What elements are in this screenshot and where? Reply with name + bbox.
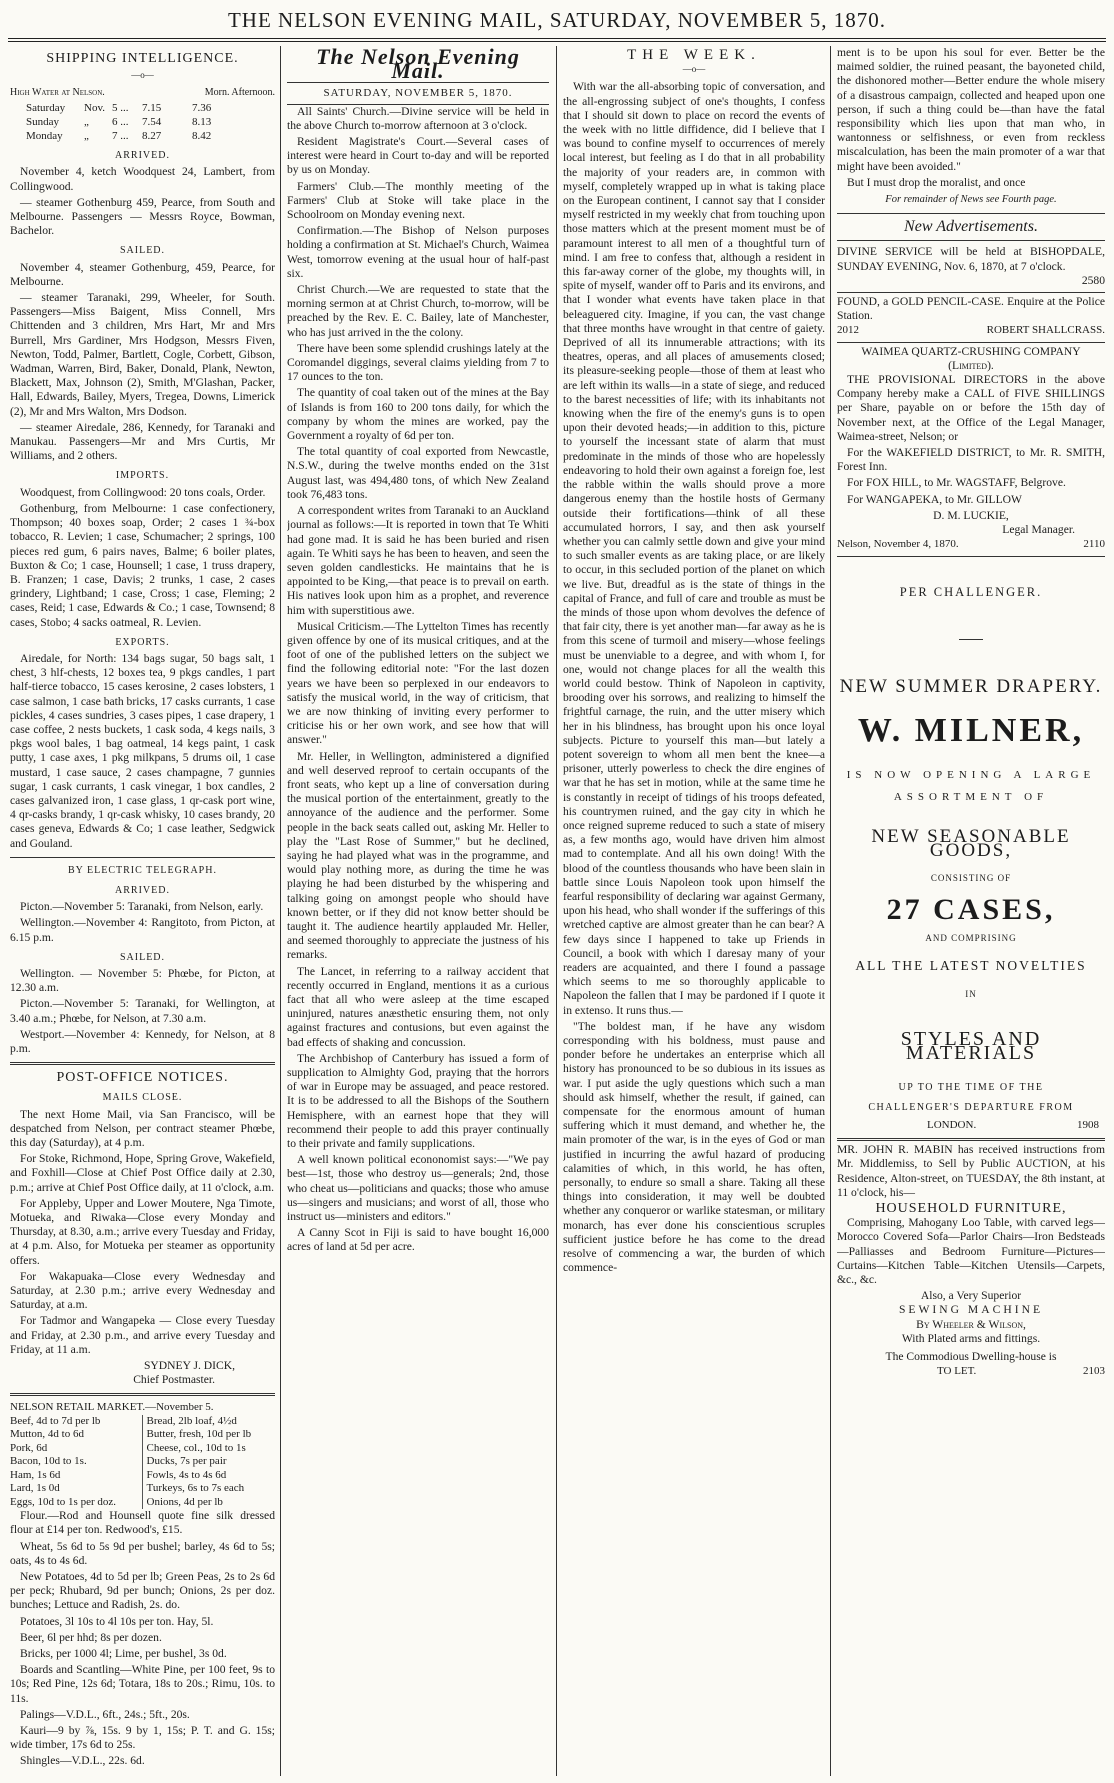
- ad-line: For WANGAPEKA, to Mr. GILLOW: [847, 492, 1022, 506]
- mabin-furniture: HOUSEHOLD FURNITURE,: [875, 1200, 1067, 1216]
- imports-item: Woodquest, from Collingwood: 20 tons coals, Order.: [20, 485, 266, 499]
- telegraph-sailed-heading: SAILED.: [119, 951, 166, 963]
- new-advertisements-heading: New Advertisements.: [904, 218, 1038, 236]
- tide-morning: 8.27: [142, 130, 162, 143]
- tide-date: 5 ...: [112, 101, 129, 114]
- telegraph-item: Westport.—November 4: Kennedy, for Nelson, at 8 p.m.: [10, 1027, 275, 1055]
- news-paragraph: The quantity of coal taken out of the mines at the Bay of Islands is from 160 to 200 tons daily, for which the company by whom the mines are worked, pay the Government a royalty of 6d per ton.: [287, 386, 549, 443]
- market-cell: Beef, 4d to 7d per lb: [10, 1415, 143, 1429]
- arrived-heading: ARRIVED.: [115, 150, 170, 162]
- post-item: For Wakapuaka—Close every Wednesday and Saturday, at 2.30 p.m.; arrive every Wednesday and Saturday, at a.m.: [10, 1269, 275, 1312]
- post-item: For Appleby, Upper and Lower Moutere, Nga Timote, Motueka, and Riwaka—Close every Monday and Thursday, at 8.30, a.m.; arrive every Tuesday and Friday, at 4 p.m. Also, for Motueka per steamer as opportunity offers.: [10, 1196, 275, 1267]
- market-text: Palings—V.D.L., 6ft., 24s.; 5ft., 20s.: [20, 1707, 190, 1721]
- post-item: For Tadmor and Wangapeka — Close every Tuesday and Friday, at 2.30 p.m., and arrive every Tuesday and Friday, at 11 a.m.: [10, 1314, 275, 1356]
- tide-day: Sunday: [26, 115, 59, 128]
- sailed-item: November 4, steamer Gothenburg, 459, Pearce, for Melbourne.: [10, 260, 275, 288]
- telegraph-item: Picton.—November 5: Taranaki, for Wellington, at 3.40 a.m.; Phœbe, for Nelson, at 7.30 a.m.: [10, 997, 275, 1025]
- news-paragraph: The total quantity of coal exported from Newcastle, N.S.W., during the twelve months ended on the 31st August last, was 494,480 tons, of which New Zealand took 76,483 tons.: [287, 445, 549, 501]
- ad-heading: WAIMEA QUARTZ-CRUSHING COMPANY: [861, 344, 1081, 358]
- column-divider-2: [556, 46, 557, 1776]
- ad-number: 2103: [1083, 1365, 1105, 1378]
- ad-signature-title: Legal Manager.: [1002, 523, 1075, 537]
- market-price-grid: [10, 1415, 275, 1510]
- ad-signature: D. M. LUCKIE,: [933, 508, 1009, 522]
- dateline: SATURDAY, NOVEMBER 5, 1870.: [287, 82, 549, 104]
- shipping-heading: SHIPPING INTELLIGENCE.: [46, 51, 239, 66]
- postmaster-name: SYDNEY J. DICK,: [143, 1359, 235, 1373]
- postmaster-title: Chief Postmaster.: [133, 1373, 215, 1387]
- tide-label: High Water at Nelson.: [10, 87, 105, 99]
- milner-dash: [959, 639, 983, 640]
- ad-signature-line: [837, 323, 1105, 337]
- tide-afternoon: 7.36: [192, 101, 212, 114]
- milner-consisting: CONSISTING OF: [930, 872, 1012, 883]
- tide-day: Saturday: [26, 101, 66, 114]
- telegraph-item: Wellington. — November 5: Phœbe, for Picton, at 12.30 a.m.: [10, 966, 275, 995]
- tide-morning: 7.15: [142, 101, 162, 114]
- exports-item: Airedale, for North: 134 bags sugar, 50 bags salt, 1 chest, 3 hlf-chests, 12 boxes tea, 9 pkgs candles, 1 part half-tierce tobacco, 15 cases kerosine, 2 cases lobsters, 1 case salmon, 1 case bath bricks, 17 casks currants, 1 case pickles, 4 cases sundries, 3 cases pipes, 1 case drapery, 1 case coffee, 2 nests buckets, 1 cask soda, 4 kegs nails, 3 pkgs wool bales, 1 bag oatmeal, 14 kegs paint, 1 cask putty, 1 case axes, 1 pkg milkpans, 5 drums oil, 1 case mustard, 1 case sauce, 2 cases champagne, 7 gunnies sugar, 1 cask currants, 1 cask vinegar, 1 box candles, 2 cases galvanized iron, 1 case glass, 1 qr-cask port wine, 4 qr-casks brandy, 1 qr-cask whisky, 10 cases brandy, 20 cases geneva, Edwards & Co; 1 case leather, Sedgwick and Gouland.: [10, 651, 275, 850]
- sailed-item: — steamer Airedale, 286, Kennedy, for Taranaki and Manukau. Passengers—Mr and Mrs Curtis, Mr Williams, and 2 others.: [10, 420, 275, 463]
- milner-cases: 27 CASES,: [886, 892, 1056, 926]
- imports-item: Gothenburg, from Melbourne: 1 case confectionery, Thompson; 40 boxes soap, Order; 2 cases 1 ¾-box tobacco, R. Levien; 1 case, Schumacher; 2 springs, 100 pieces red gum, 6 pairs naves, Balme; 6 boiler plates, Buxton & Co; 1 case, Hounsell; 1 case, 1 truss drapery, B. Franzen; 1 case, Davis; 2 trunks, 1 case, 2 cases grindery, Lightband; 1 case, Cross; 1 case, Fleming; 2 cases, Reid; 1 case, Edwards & Co.; 1 case, Townsend; 8 cases, Stobo; 4 sacks oatmeal, R. Levien.: [10, 501, 275, 629]
- market-cell: Bacon, 10d to 1s.: [10, 1455, 143, 1469]
- masthead-rule-2: [8, 41, 1106, 42]
- milner-departure: CHALLENGER'S DEPARTURE FROM: [868, 1101, 1074, 1113]
- market-cell: Ham, 1s 6d: [10, 1469, 143, 1483]
- milner-novelties: ALL THE LATEST NOVELTIES: [855, 958, 1087, 974]
- ad-number: 2110: [1083, 538, 1105, 551]
- milner-name: W. MILNER,: [857, 711, 1085, 749]
- ad-divine-service: [837, 243, 1105, 293]
- milner-opening: IS NOW OPENING A LARGE: [846, 769, 1096, 782]
- ad-text: DIVINE SERVICE will be held at BISHOPDALE, SUNDAY EVENING, Nov. 6, 1870, at 7 o'clock.: [837, 245, 1105, 273]
- tide-columns: Morn. Afternoon.: [204, 87, 275, 99]
- masthead: THE NELSON EVENING MAIL, SATURDAY, NOVEMBER 5, 1870.: [227, 8, 887, 32]
- news-paragraph: The Archbishop of Canterbury has issued a form of supplication to Almighty God, praying that the horrors of war in Europe may be assuaged, and peace restored. It is to be addressed to all the Bishops of the Southern Hemisphere, with an earnest hope that they will recommend their people to add this prayer continually to their private and family supplications.: [287, 1051, 549, 1151]
- column-2: [287, 46, 549, 1776]
- mabin-fittings: With Plated arms and fittings.: [901, 1331, 1041, 1345]
- week-paragraph: With war the all-absorbing topic of conversation, and the all-engrossing subject of one's thoughts, I confess that I should sit down to place on record the events of the week with no little diffidence, did I believe that I was bound to confine myself to occurrences of merely local interest, but feeling as I do that in all probability the majority of your readers are, in common with myself, completely wrapped up in what is taking place on the European continent, I cannot say that I consider myself restricted in my weekly chat from touching upon those matters which at the present moment must be of paramount interest to all men of a thoughtful turn of mind. I am free to confess that, although a resident in this far-away corner of the globe, my thoughts will, in spite of myself, wander off to Paris and its environs, and that I wonder what events have taken place in that beleaguered city. Imagine, if you can, the vast change that three months have wrought in that centre of gaiety. Deprived of all its innumerable attractions; with its theatres, operas, and all places of amusements closed; its pleasure-seeking people—those of them at least who are left within its walls—in a state of siege, and reduced to the barest necessities of life; with its inhabitants not knowing when the fire of the enemy's guns is to open upon their devoted heads;—in addition to this, picture to yourself the incessant state of alarm that must predominate in the minds of those who are hopelessly endeavoring to hold their own against a foreign foe, lest the rabble within the walls should prove a more dangerous enemy than the hostile hosts of Germany outside their fortifications—think of all these accumulated horrors, I say, and then ask yourself whether you can calmly settle down and give your mind to such smaller events as are taking place, or are likely to occur, in this secluded portion of the planet on which we live. But, dreadful as is the state of things in the capital of France, and full of care and trouble as must be the minds of those upon whom devolves the defence of that fair city, there is yet another man—far away as he is from this scene of turmoil and misery—whose feelings must be unenviable to a degree, and with whom I, for one, would not change places for all the wealth this world could bestow. Think of Napoleon in captivity, brooding over his sorrows, and realizing to himself the frightful carnage, the ruin, and the utter misery which her in his blindness, has brought upon his once loyal subjects. Picture to yourself this man—but lately a potent sovereign to whom all men bent the knee—a prisoner, utterly powerless to check the dire engines of war that he has set in motion, while at the same time he is constantly in receipt of tidings of his troops defeated, his countrymen ruined, and the gay city in which he once reigned supreme reduced to such a state of misery as, a few months ago, would have driven him almost mad to contemplate. And all his own doing! With the blood of the countless thousands who have been slain in battle since Louis Napoleon took upon himself the fearful responsibility of declaring war against Germany, upon his head, who shall wonder if the sufferings of this wretched captive are almost greater than he can bear? A few days since I happened to take up Friends in Council, a book with which I daresay many of your readers are acquainted, and there I found a passage which seems to me so thoroughly applicable to Napoleon the fallen that I may be pardoned if I quote it in extenso. It runs thus.—: [563, 80, 825, 1017]
- remainder-note: For remainder of News see Fourth page.: [885, 194, 1057, 206]
- section-rule: [837, 213, 1105, 214]
- news-paragraph: A well known political econonomist says:—"We pay best—1st, those who destroy us—generals; 2nd, those who cheat us—politicians and quacks; those who amuse us—singers and musicians; and worst of all, those who instruct us—ministers and editors.": [287, 1153, 549, 1224]
- market-text: Shingles—V.D.L., 22s. 6d.: [20, 1754, 145, 1768]
- milner-styles: STYLES AND MATERIALS: [900, 1027, 1042, 1064]
- news-paragraph: Confirmation.—The Bishop of Nelson purposes holding a confirmation at St. Michael's Church, Waimea West, tomorrow evening at the usual hour of half-past six.: [287, 224, 549, 280]
- mabin-dwelling: The Commodious Dwelling-house is: [885, 1349, 1057, 1363]
- tide-month: „: [84, 130, 89, 143]
- milner-goods: NEW SEASONABLE GOODS,: [871, 826, 1071, 862]
- ad-number: 2012: [837, 324, 859, 337]
- market-text: Flour.—Rod and Hounsell quote fine silk dressed flour at £14 per ton. Redwood's, £15.: [10, 1509, 275, 1537]
- ad-line: For FOX HILL, to Mr. WAGSTAFF, Belgrove.: [847, 476, 1066, 490]
- mails-close-heading: MAILS CLOSE.: [102, 1092, 183, 1104]
- market-cell: Eggs, 10d to 1s per doz.: [10, 1496, 143, 1510]
- mabin-items: Comprising, Mahogany Loo Table, with carved legs—Morocco Covered Sofa—Parlor Chairs—Iron Bedsteads—Palliasses and Bedroom Furniture—Pictures—Curtains—Kitchen Table—Kitchen Utensils—Carpets, &c., &c.: [837, 1216, 1105, 1286]
- market-cell: Fowls, 4s to 4s 6d: [146, 1468, 227, 1481]
- mabin-maker: By Wheeler & Wilson,: [916, 1317, 1026, 1331]
- imports-heading: IMPORTS.: [115, 470, 170, 482]
- ad-subheading: (Limited).: [948, 358, 994, 372]
- milner-assortment: ASSORTMENT OF: [893, 791, 1049, 804]
- sailed-heading: SAILED.: [119, 245, 166, 257]
- ad-line: For the WAKEFIELD DISTRICT, to Mr. R. SMITH, Forest Inn.: [837, 446, 1105, 474]
- telegraph-item: Wellington.—November 4: Rangitoto, from Picton, at 6.15 p.m.: [10, 916, 275, 944]
- tide-month: Nov.: [84, 101, 105, 114]
- sailed-item: — steamer Taranaki, 299, Wheeler, for South. Passengers—Miss Baigent, Miss Connell, Mrs Chittenden and 3 children, Mrs Hart, Mr and Mrs Burrell, Mrs Gardiner, Mrs Hodgson, Messrs Fiven, Newton, Todd, Palmer, Bartlett, Cogle, Corbett, Gibson, Wadman, Warren, Bird, Baker, Donald, Plank, Newton, Blackett, Max, Johnson (2), Smith, M'Glashan, Packer, Hall, Edwards, Bailey, Myers, Tregea, Downs, Limerick (2), Mr and Mrs Walton, Mrs Dodson.: [10, 291, 275, 418]
- market-heading: NELSON RETAIL MARKET.—November 5.: [10, 1401, 214, 1414]
- mabin-also: Also, a Very Superior: [920, 1289, 1022, 1303]
- news-paragraph: A Canny Scot in Fiji is said to have bought 16,000 acres of land at 5d per acre.: [287, 1226, 549, 1254]
- mabin-machine: SEWING MACHINE: [898, 1303, 1044, 1317]
- mabin-to-let: TO LET.: [937, 1365, 977, 1378]
- the-week-heading: THE WEEK.: [627, 47, 761, 63]
- milner-london-line: [837, 1118, 1105, 1132]
- market-text: New Potatoes, 4d to 5d per lb; Green Peas, 2s to 2s 6d per peck; Rhubard, 9d per bunch; Onions, 2s per doz. bunches; Lettuce and Radish, 2s. do.: [10, 1569, 275, 1612]
- milner-london: LONDON.: [927, 1118, 977, 1131]
- milner-per: PER CHALLENGER.: [899, 584, 1043, 599]
- exports-heading: EXPORTS.: [115, 636, 170, 648]
- market-cell: Cheese, col., 10d to 1s: [146, 1441, 246, 1454]
- tide-afternoon: 8.13: [192, 115, 212, 128]
- milner-advertisement: [837, 585, 1105, 1133]
- market-text: Kauri—9 by ⅞, 15s. 9 by 1, 15s; P. T. and G. 15s; wide timber, 17s 6d to 25s.: [10, 1724, 275, 1752]
- column-4: [837, 46, 1105, 1776]
- market-cell: Mutton, 4d to 6d: [10, 1428, 143, 1442]
- post-item: The next Home Mail, via San Francisco, will be despatched from Nelson, per contract steamer Phœbe, this day (Saturday), at 4 p.m.: [10, 1107, 275, 1150]
- news-paragraph: There have been some splendid crushings lately at the Coromandel diggings, several claims yielding from 7 to 17 ounces to the ton.: [287, 341, 549, 384]
- column-3: [563, 46, 825, 1776]
- ad-number: 2580: [1081, 273, 1105, 287]
- tide-row: [10, 115, 275, 129]
- news-paragraph: Farmers' Club.—The monthly meeting of the Farmers' Club at Stoke will take place in the Schoolroom on Monday evening next.: [287, 179, 549, 222]
- masthead-rule: [8, 38, 1106, 39]
- market-text: Boards and Scantling—White Pine, per 100 feet, 9s to 10s; Red Pine, 12s 6d; Totara, 18s to 20s.; Rimu, 10s. to 11s.: [10, 1663, 275, 1705]
- ad-number: 1908: [1077, 1118, 1099, 1131]
- market-cell: Pork, 6d: [10, 1442, 143, 1456]
- market-cell: Lard, 1s 0d: [10, 1482, 143, 1496]
- tide-afternoon: 8.42: [192, 130, 212, 143]
- market-text: Wheat, 5s 6d to 5s 9d per bushel; barley, 4s 6d to 5s; oats, 4s to 4s 6d.: [10, 1539, 275, 1567]
- week-continuation: But I must drop the moralist, and once: [847, 175, 1026, 189]
- tide-row: [10, 129, 275, 143]
- news-paragraph: Resident Magistrate's Court.—Several cases of interest were heard in Court to-day and will be reported by us on Monday.: [287, 135, 549, 177]
- ad-date: Nelson, November 4, 1870.: [837, 538, 959, 551]
- market-cell: Ducks, 7s per pair: [146, 1455, 227, 1468]
- section-rule: [10, 1062, 275, 1065]
- news-paragraph: All Saints' Church.—Divine service will be held in the above Church to-morrow afternoon at 3 o'clock.: [287, 104, 549, 132]
- section-rule: [10, 857, 275, 858]
- telegraph-item: Picton.—November 5: Taranaki, from Nelson, early.: [20, 900, 264, 914]
- news-paragraph: Mr. Heller, in Wellington, administered a dignified and well deserved reproof to certain occupants of the front seats, who kept up a line of conversation during the musical portion of the entertainment, greatly to the annoyance of the audience and the performer. Some people in the back seats called out, asking Mr. Heller to play the "Last Rose of Summer," but he declined, saying he had played what was in the programme, and would play nothing more, as during the time he was playing he had been disturbed by the whispering and talking going on amongst people who should have known better, or if they did not know better should be taught it. The audience heartily applauded Mr. Heller, and seemed thoroughly to appreciate the justness of his remarks.: [287, 749, 549, 962]
- section-rule: [837, 1138, 1105, 1141]
- week-continuation: ment is to be upon his soul for ever. Better be the maimed soldier, the ruined peasant, the bayoneted child, the dishonored mother—Better endure the whole misery of a disastrous campaign, collected and heaped upon one person, if such a thing could be—than have the fatal responsibility which lies upon that man who, in wantonness or selfishness, or even from reckless miscalculation, has been the main promoter of a war that might have been avoided.": [837, 46, 1105, 173]
- tide-date: 7 ...: [112, 130, 129, 143]
- news-paragraph: Musical Criticism.—The Lyttelton Times has recently given offence by one of its musical critiques, and at the foot of one of the published letters on the subject we find the following editorial note: "For the last dozen years we have been so perplexed in our endeavors to satisfy the musical world, in the way of criticism, that we are now thinking of inviting every performer to criticise his or her own work, and see how that will answer.": [287, 619, 549, 747]
- milner-heading: NEW SUMMER DRAPERY.: [839, 675, 1103, 697]
- ad-text: THE PROVISIONAL DIRECTORS in the above Company hereby make a CALL of FIVE SHILLINGS per Share, payable on or before the 15th day of November next, at the Office of the Legal Manager, Waimea-street, Nelson; or: [837, 373, 1105, 443]
- milner-comprising: AND COMPRISING: [925, 932, 1017, 943]
- section-rule: [10, 1393, 275, 1396]
- ad-signature: ROBERT SHALLCRASS.: [986, 324, 1105, 337]
- tide-date: 6 ...: [112, 115, 129, 128]
- telegraph-heading: BY ELECTRIC TELEGRAPH.: [68, 864, 217, 876]
- market-text: Potatoes, 3l 10s to 4l 10s per ton. Hay, 5l.: [20, 1614, 214, 1628]
- market-cell: Butter, fresh, 10d per lb: [146, 1428, 252, 1441]
- market-text: Beer, 6l per hhd; 8s per dozen.: [20, 1630, 162, 1644]
- ad-waimea-quartz: [837, 343, 1105, 557]
- news-paragraph: Christ Church.—We are requested to state that the morning sermon at at Christ Church, to-morrow, will be preached by the Rev. E. C. Bailey, late of Manchester, who has just arrived in the the colony.: [287, 283, 549, 339]
- ad-text: FOUND, a GOLD PENCIL-CASE. Enquire at the Police Station.: [837, 295, 1105, 323]
- market-cell: Turkeys, 6s to 7s each: [146, 1482, 245, 1495]
- market-cell: Onions, 4d per lb: [146, 1495, 223, 1508]
- tide-day: Monday: [26, 130, 63, 143]
- mabin-intro: MR. JOHN R. MABIN has received instructions from Mr. Middlemiss, to Sell by Public AUCTION, at his Residence, Alton-street, on TUESDAY, the 8th instant, at 11 o'clock, his—: [837, 1143, 1105, 1199]
- telegraph-arrived-heading: ARRIVED.: [115, 884, 170, 896]
- market-cell: Bread, 2lb loaf, 4½d: [146, 1414, 237, 1427]
- mabin-advertisement: [837, 1143, 1105, 1378]
- tide-month: „: [84, 115, 89, 128]
- ornament: —o—: [131, 70, 154, 81]
- post-office-heading: POST-OFFICE NOTICES.: [56, 1070, 229, 1086]
- paper-title: The Nelson Evening Mail.: [316, 46, 520, 84]
- ornament: —o—: [682, 64, 706, 75]
- column-divider-1: [280, 46, 281, 1776]
- week-quote: "The boldest man, if he have any wisdom corresponding with his boldness, must pause and ponder before he undertakes an enterprise which all history has pronounced to be so dubious in its issues as war. I put aside the ugly questions which such a man should ask himself, whether the result, if gained, can compensate for the enormous amount of human suffering which it must demand, and whether he, the main promoter of the war, is in the eyes of God or man justified in incurring the awful hazard of producing calamities of which, in this world, he has often, personally, to endure so small a share. Taking all these things into consideration, it may well be doubted whether any conqueror or warlike statesman, or military monarch, has ever done his conscientious scruples sufficient justice before he has come to the dread resolve of commencing a war, the burden of which commence-: [563, 1019, 825, 1275]
- market-text: Bricks, per 1000 4l; Lime, per bushel, 3s 0d.: [20, 1647, 227, 1660]
- mabin-let-line: [837, 1364, 1105, 1378]
- column-1: [10, 46, 275, 1776]
- milner-up-to: UP TO THE TIME OF THE: [898, 1081, 1044, 1093]
- tide-header: [10, 86, 275, 100]
- arrived-item: — steamer Gothenburg 459, Pearce, from South and Melbourne. Passengers — Messrs Royce, Bowman, Bachelor.: [10, 195, 275, 238]
- tide-morning: 7.54: [142, 115, 162, 128]
- ad-found: [837, 293, 1105, 343]
- tide-row: [10, 101, 275, 115]
- milner-in: IN: [965, 989, 977, 1000]
- section-rule: [837, 240, 1105, 241]
- ad-date-line: [837, 537, 1105, 551]
- arrived-item: November 4, ketch Woodquest 24, Lambert, from Collingwood.: [10, 165, 275, 193]
- news-paragraph: The Lancet, in referring to a railway accident that recently occurred in England, mentions it as a curious fact that all who were asleep at the time escaped uninjured, natures anæsthetic ensuring them, not only against fractures and contusions, but even against the bad effects of shaking and concussion.: [287, 964, 549, 1049]
- post-item: For Stoke, Richmond, Hope, Spring Grove, Wakefield, and Foxhill—Close at Chief Post Office daily at 2.30, p.m.; arrive at Chief Post Office daily, at 11 o'clock, a.m.: [10, 1152, 275, 1194]
- news-paragraph: A correspondent writes from Taranaki to an Auckland journal as follows:—It is reported in town that Te Whiti had gone mad. It is said he has been buried and risen again. Te Whiti says he has been to heaven, and seen the seven golden candlesticks. He maintains that he is appointed to be King,—that peace is to prevail on earth. His natives look upon him as a prophet, and reverence him with superstitious awe.: [287, 504, 549, 617]
- column-divider-3: [830, 46, 831, 1776]
